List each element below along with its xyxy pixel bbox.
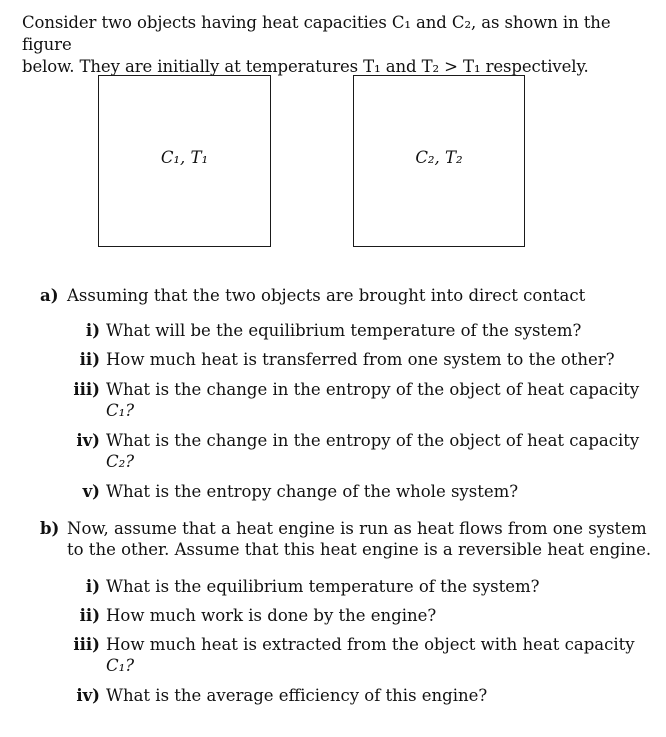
object-2-box bbox=[353, 75, 525, 247]
part-a-item-3-marker: iii) bbox=[73, 380, 100, 399]
part-a-item-1-text: What will be the equilibrium temperature of the system? bbox=[106, 321, 582, 340]
part-a-item-2-text: How much heat is transferred from one system to the other? bbox=[106, 350, 615, 369]
part-b-marker: b) bbox=[40, 519, 60, 538]
part-a-item-3-text: What is the change in the entropy of the object of heat capacity bbox=[106, 380, 640, 399]
problem-intro bbox=[22, 12, 622, 78]
intro-line-2: below. They are initially at temperatures T₁ and T₂ > T₁ respectively. bbox=[22, 57, 589, 76]
part-b-item-3-text: How much heat is extracted from the object with heat capacity bbox=[106, 635, 635, 654]
part-b-text-1: Now, assume that a heat engine is run as heat flows from one system bbox=[67, 519, 647, 538]
part-b-item-3-marker: iii) bbox=[73, 635, 100, 654]
object-1-box bbox=[98, 75, 271, 247]
part-a-item-4-marker: iv) bbox=[76, 431, 100, 450]
part-a-item-1-marker: i) bbox=[85, 321, 100, 340]
object-2-label: C₂, T₂ bbox=[415, 148, 463, 167]
part-b-item-1-text: What is the equilibrium temperature of the system? bbox=[106, 577, 540, 596]
part-b-item-2-marker: ii) bbox=[79, 606, 100, 625]
part-a-item-5-marker: v) bbox=[82, 482, 100, 501]
part-a-item-2-marker: ii) bbox=[79, 350, 100, 369]
part-a-item-5-text: What is the entropy change of the whole system? bbox=[106, 482, 519, 501]
intro-line-1: Consider two objects having heat capacities C₁ and C₂, as shown in the figure bbox=[22, 13, 611, 54]
part-b-item-3-cont: C₁? bbox=[106, 656, 135, 675]
part-b-item-4-text: What is the average efficiency of this engine? bbox=[106, 686, 488, 705]
part-a-marker: a) bbox=[40, 286, 59, 305]
part-a-item-4-cont: C₂? bbox=[106, 452, 135, 471]
part-a-text: Assuming that the two objects are brought into direct contact bbox=[67, 286, 586, 305]
part-a-item-3-cont: C₁? bbox=[106, 401, 135, 420]
part-b-item-4-marker: iv) bbox=[76, 686, 100, 705]
object-1-label: C₁, T₁ bbox=[160, 148, 209, 167]
part-b-item-1-marker: i) bbox=[85, 577, 100, 596]
part-b-text-2: to the other. Assume that this heat engine is a reversible heat engine. bbox=[67, 540, 652, 559]
part-a-item-4-text: What is the change in the entropy of the object of heat capacity bbox=[106, 431, 640, 450]
part-b-item-2-text: How much work is done by the engine? bbox=[106, 606, 437, 625]
